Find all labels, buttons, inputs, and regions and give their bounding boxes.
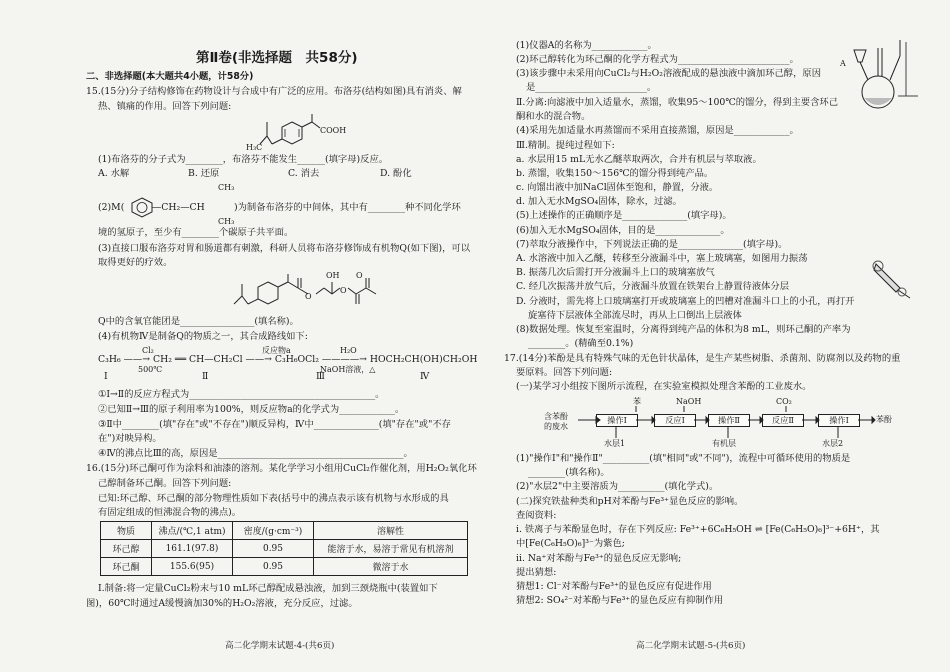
route-cond-naoh: NaOH溶液，△ xyxy=(320,365,376,374)
option-c: C. 消去 xyxy=(288,168,320,179)
q15-4-2: ②已知Ⅱ→Ⅲ的原子利用率为100%，则反应物a的化学式为____________。 xyxy=(98,404,405,415)
flow-input-1: 含苯酚 xyxy=(544,412,568,421)
q17-part1: (一)某学习小组按下图所示流程，在实验室模拟处理含苯酚的工业废水。 xyxy=(516,381,812,392)
flow-water-layer-2: 水层2 xyxy=(822,439,844,448)
step-d: d. 加入无水MgSO₄固体，除水，过滤。 xyxy=(516,196,682,207)
q17-sub1-line2: ________(填名称)。 xyxy=(528,467,610,478)
q16-line1: 16.(15分)环己酮可作为涂料和油漆的溶剂。某化学学习小组用CuCl₂作催化剂，用H₂O₂氧化环 xyxy=(86,463,477,474)
q15-4-4: ④Ⅳ的沸点比Ⅲ的高，原因是________________________________________。 xyxy=(98,448,413,459)
q15-sub2-text: )为制备布洛芬的中间体，其中有________种不同化学环 xyxy=(234,202,461,213)
flow-product: 苯酚 xyxy=(876,415,892,424)
flow-water-layer-1: 水层1 xyxy=(604,439,626,448)
h3c-label: H₃C xyxy=(246,143,263,152)
q-o-label-3: O xyxy=(356,271,363,280)
q16-sub3-line2: 是________________________。 xyxy=(526,82,657,93)
cooh-label: COOH xyxy=(320,126,347,135)
flow-rx2: 反应Ⅱ xyxy=(762,414,804,427)
q16-sub8-line1: (8)数据处理。恢复至室温时，分离得到纯产品的体积为8 mL，则环己酮的产率为 xyxy=(516,324,851,335)
q15-sub3-line1: (3)直接口服布洛芬对胃和肠道都有刺激，科研人员将布洛芬修饰成有机物Q(如下图)，可以 xyxy=(98,243,471,254)
q16-sep-2: 酮和水的混合物。 xyxy=(516,111,591,122)
flow-benzene: 苯 xyxy=(633,397,641,406)
q16-sub7: (7)萃取分液操作中，下列说法正确的是______________(填字母)。 xyxy=(516,239,788,250)
right-page xyxy=(478,0,950,672)
q15-sub1: (1)布洛芬的分子式为________，布洛芬不能发生______(填字母)反应。 xyxy=(98,154,389,165)
reference-2: ⅱ. Na⁺对苯酚与Fe³⁺的显色反应无影响; xyxy=(516,553,682,564)
hypothesis-2: 猜想2: SO₄²⁻对苯酚与Fe³⁺的显色反应有抑制作用 xyxy=(516,595,724,606)
q16-sub2: (2)环己醇转化为环己酮的化学方程式为________________________。 xyxy=(516,54,799,65)
table-cell: 161.1(97.8) xyxy=(152,540,233,558)
reference-1-line1: ⅰ. 铁离子与苯酚显色时，存在下列反应: Fe³⁺+6C₆H₅OH ⇌ [Fe(C₆H₅O)₆]³⁻+6H⁺，其 xyxy=(516,524,880,535)
table-header-row xyxy=(101,522,468,540)
q17-line2: 要原料。回答下列问题: xyxy=(516,367,613,378)
q16-sub3-line1: (3)该步骤中未采用向CuCl₂与H₂O₂溶液配成的悬浊液中滴加环己醇，原因 xyxy=(516,68,821,79)
q15-sub2-prefix: (2)M( xyxy=(98,202,125,213)
table-header: 物质 xyxy=(101,522,152,540)
q15-sub2-chain: —CH₂—CH xyxy=(152,202,205,213)
flow-organic-layer: 有机层 xyxy=(712,439,736,448)
route-label-3: Ⅲ xyxy=(316,371,325,382)
m-ch3-bottom: CH₃ xyxy=(218,217,235,226)
route-label-2: Ⅱ xyxy=(202,371,209,382)
sub7-option-c: C. 经几次振荡并放气后，分液漏斗放置在铁架台上静置待液体分层 xyxy=(516,281,790,292)
table-cell: 155.6(95) xyxy=(152,558,233,576)
route-cond-reagent-a: 反应物a xyxy=(262,346,291,355)
table-row xyxy=(101,540,468,558)
step-b: b. 蒸馏，收集150～156℃的馏分得到纯产品。 xyxy=(516,168,714,179)
q17-sub1-line1: (1)"操作Ⅰ"和"操作Ⅱ"__________(填"相同"或"不同")，流程中可循环使用的物质是 xyxy=(516,453,851,464)
q16-sub1: (1)仪器A的名称为____________。 xyxy=(516,40,657,51)
flow-rx1: 反应Ⅰ xyxy=(654,414,696,427)
table-cell: 环己醇 xyxy=(101,540,152,558)
q16-prep-1: Ⅰ.制备:将一定量CuCl₂粉末与10 mL环己醇配成悬浊液，加到三颈烧瓶中(装置如下 xyxy=(98,583,438,594)
reference-title: 查阅资料: xyxy=(516,510,557,521)
q17-line1: 17.(14分)苯酚是具有特殊气味的无色针状晶体，是生产某些树脂、杀菌剂、防腐剂以及药物的重 xyxy=(504,353,901,364)
separatory-funnel-illustration xyxy=(870,258,918,300)
flow-co2: CO₂ xyxy=(776,397,792,406)
q16-line3: 已知:环己醇、环己酮的部分物理性质如下表(括号中的沸点表示该有机物与水形成的具 xyxy=(98,493,449,504)
property-table xyxy=(100,521,468,576)
flow-input-2: 的废水 xyxy=(544,422,568,431)
flow-op1: 操作Ⅰ xyxy=(596,414,638,427)
table-row xyxy=(101,558,468,576)
sub7-option-d-2: 旋塞待下层液体全部流尽时，再从上口倒出上层液体 xyxy=(528,310,742,321)
q16-sub5: (5)上述操作的正确顺序是______________(填字母)。 xyxy=(516,210,732,221)
q15-sub4: (4)有机物Ⅳ是制备Q的物质之一，其合成路线如下: xyxy=(98,331,308,342)
reference-1-line2: 中[Fe(C₆H₅O)₆]³⁻为紫色; xyxy=(516,538,625,549)
q-oh-label: OH xyxy=(326,271,340,280)
route-cond-h2o: H₂O xyxy=(340,346,357,355)
q15-sub3-line2: 取得更好的疗效。 xyxy=(98,257,173,268)
q-o-label-1: O xyxy=(305,292,312,301)
compound-q-structure xyxy=(228,270,403,314)
table-cell: 0.95 xyxy=(233,558,314,576)
table-cell: 环己酮 xyxy=(101,558,152,576)
route-cond-temp: 500℃ xyxy=(138,365,163,374)
flow-op2: 操作Ⅱ xyxy=(708,414,750,427)
step-a: a. 水层用15 mL无水乙醚萃取两次，合并有机层与萃取液。 xyxy=(516,154,762,165)
table-cell: 0.95 xyxy=(233,540,314,558)
table-cell: 微溶于水 xyxy=(314,558,468,576)
synthesis-route: C₃H₆ ——→ CH₂ ══ CH—CH₂Cl ——→ C₃H₆OCl₂ ————→ HOCH₂CH(OH)CH₂OH xyxy=(98,354,478,365)
q15-sub3-answer: Q中的含氧官能团是________________(填名称)。 xyxy=(98,316,299,327)
m-ch3-top: CH₃ xyxy=(218,183,235,192)
q15-sub2-line2: 境的氢原子，至少有________个碳原子共平面。 xyxy=(98,227,294,238)
option-a: A. 水解 xyxy=(98,168,130,179)
q16-sub8-line2: ________。(精确至0.1%) xyxy=(528,338,634,349)
hypothesis-title: 提出猜想: xyxy=(516,567,557,578)
route-cond-cl2: Cl₂ xyxy=(142,346,154,355)
route-label-4: Ⅳ xyxy=(420,371,430,382)
q16-sep-1: Ⅱ.分离:向滤液中加入适量水，蒸馏，收集95～100℃的馏分，得到主要含环己 xyxy=(516,97,838,108)
route-label-1: Ⅰ xyxy=(104,371,108,382)
q17-part2: (二)探究铁盐种类和pH对苯酚与Fe³⁺显色反应的影响。 xyxy=(516,496,744,507)
table-cell: 能溶于水，易溶于常见有机溶剂 xyxy=(314,540,468,558)
q15-line2: 热、镇痛的作用。回答下列问题: xyxy=(98,101,232,112)
hypothesis-1: 猜想1: Cl⁻对苯酚与Fe³⁺的显色反应有促进作用 xyxy=(516,581,712,592)
step-c: c. 向馏出液中加NaCl固体至饱和，静置，分液。 xyxy=(516,182,719,193)
q15-4-3a: ③Ⅱ中________(填"存在"或"不存在")顺反异构，Ⅳ中______________(填"存在"或"不存 xyxy=(98,419,451,430)
q15-4-1: ①Ⅰ→Ⅱ的反应方程式为________________________________________。 xyxy=(98,389,385,400)
page-footer-right: 高二化学期末试题-5-(共6页) xyxy=(636,641,746,651)
sub7-option-d-1: D. 分液时，需先将上口玻璃塞打开或玻璃塞上的凹槽对准漏斗口上的小孔，再打开 xyxy=(516,296,855,307)
q16-line2: 己醇制备环己酮。回答下列问题: xyxy=(98,478,232,489)
q15-4-3b: 在")对映异构。 xyxy=(98,433,162,444)
section-heading: 二、非选择题(本大题共4小题，计58分) xyxy=(86,71,254,82)
q17-sub2: (2)"水层2"中主要溶质为__________(填化学式)。 xyxy=(516,481,719,492)
option-b: B. 还原 xyxy=(188,168,220,179)
part-title: 第Ⅱ卷(非选择题 共58分) xyxy=(196,50,358,66)
q16-purify-title: Ⅲ.精制。提纯过程如下: xyxy=(516,140,615,151)
sub7-option-b: B. 振荡几次后需打开分液漏斗上口的玻璃塞放气 xyxy=(516,267,715,278)
q16-sub6: (6)加入无水MgSO₄固体，目的是______________。 xyxy=(516,225,730,236)
flow-naoh: NaOH xyxy=(676,397,702,406)
q16-prep-2: 图)，60℃时通过A缓慢滴加30%的H₂O₂溶液，充分反应，过滤。 xyxy=(86,598,358,609)
table-header: 溶解性 xyxy=(314,522,468,540)
page-footer-left: 高二化学期末试题-4-(共6页) xyxy=(225,641,335,651)
flow-op3: 操作Ⅰ xyxy=(818,414,860,427)
q16-line4: 有固定组成的恒沸混合物的沸点)。 xyxy=(98,507,242,518)
q15-line1: 15.(15分)分子结构修饰在药物设计与合成中有广泛的应用。布洛芬(结构如图)具有消炎、解 xyxy=(86,86,462,97)
sub7-option-a: A. 水溶液中加入乙醚，转移至分液漏斗中，塞上玻璃塞，如图用力振荡 xyxy=(516,253,808,264)
option-d: D. 酚化 xyxy=(380,168,412,179)
table-header: 密度/(g·cm⁻³) xyxy=(233,522,314,540)
three-neck-flask-apparatus xyxy=(850,36,922,114)
apparatus-label-a: A xyxy=(840,59,846,68)
table-header: 沸点/(℃,1 atm) xyxy=(152,522,233,540)
q-o-label-2: O xyxy=(340,286,347,295)
q16-sub4: (4)采用先加适量水再蒸馏而不采用直接蒸馏，原因是____________。 xyxy=(516,125,799,136)
